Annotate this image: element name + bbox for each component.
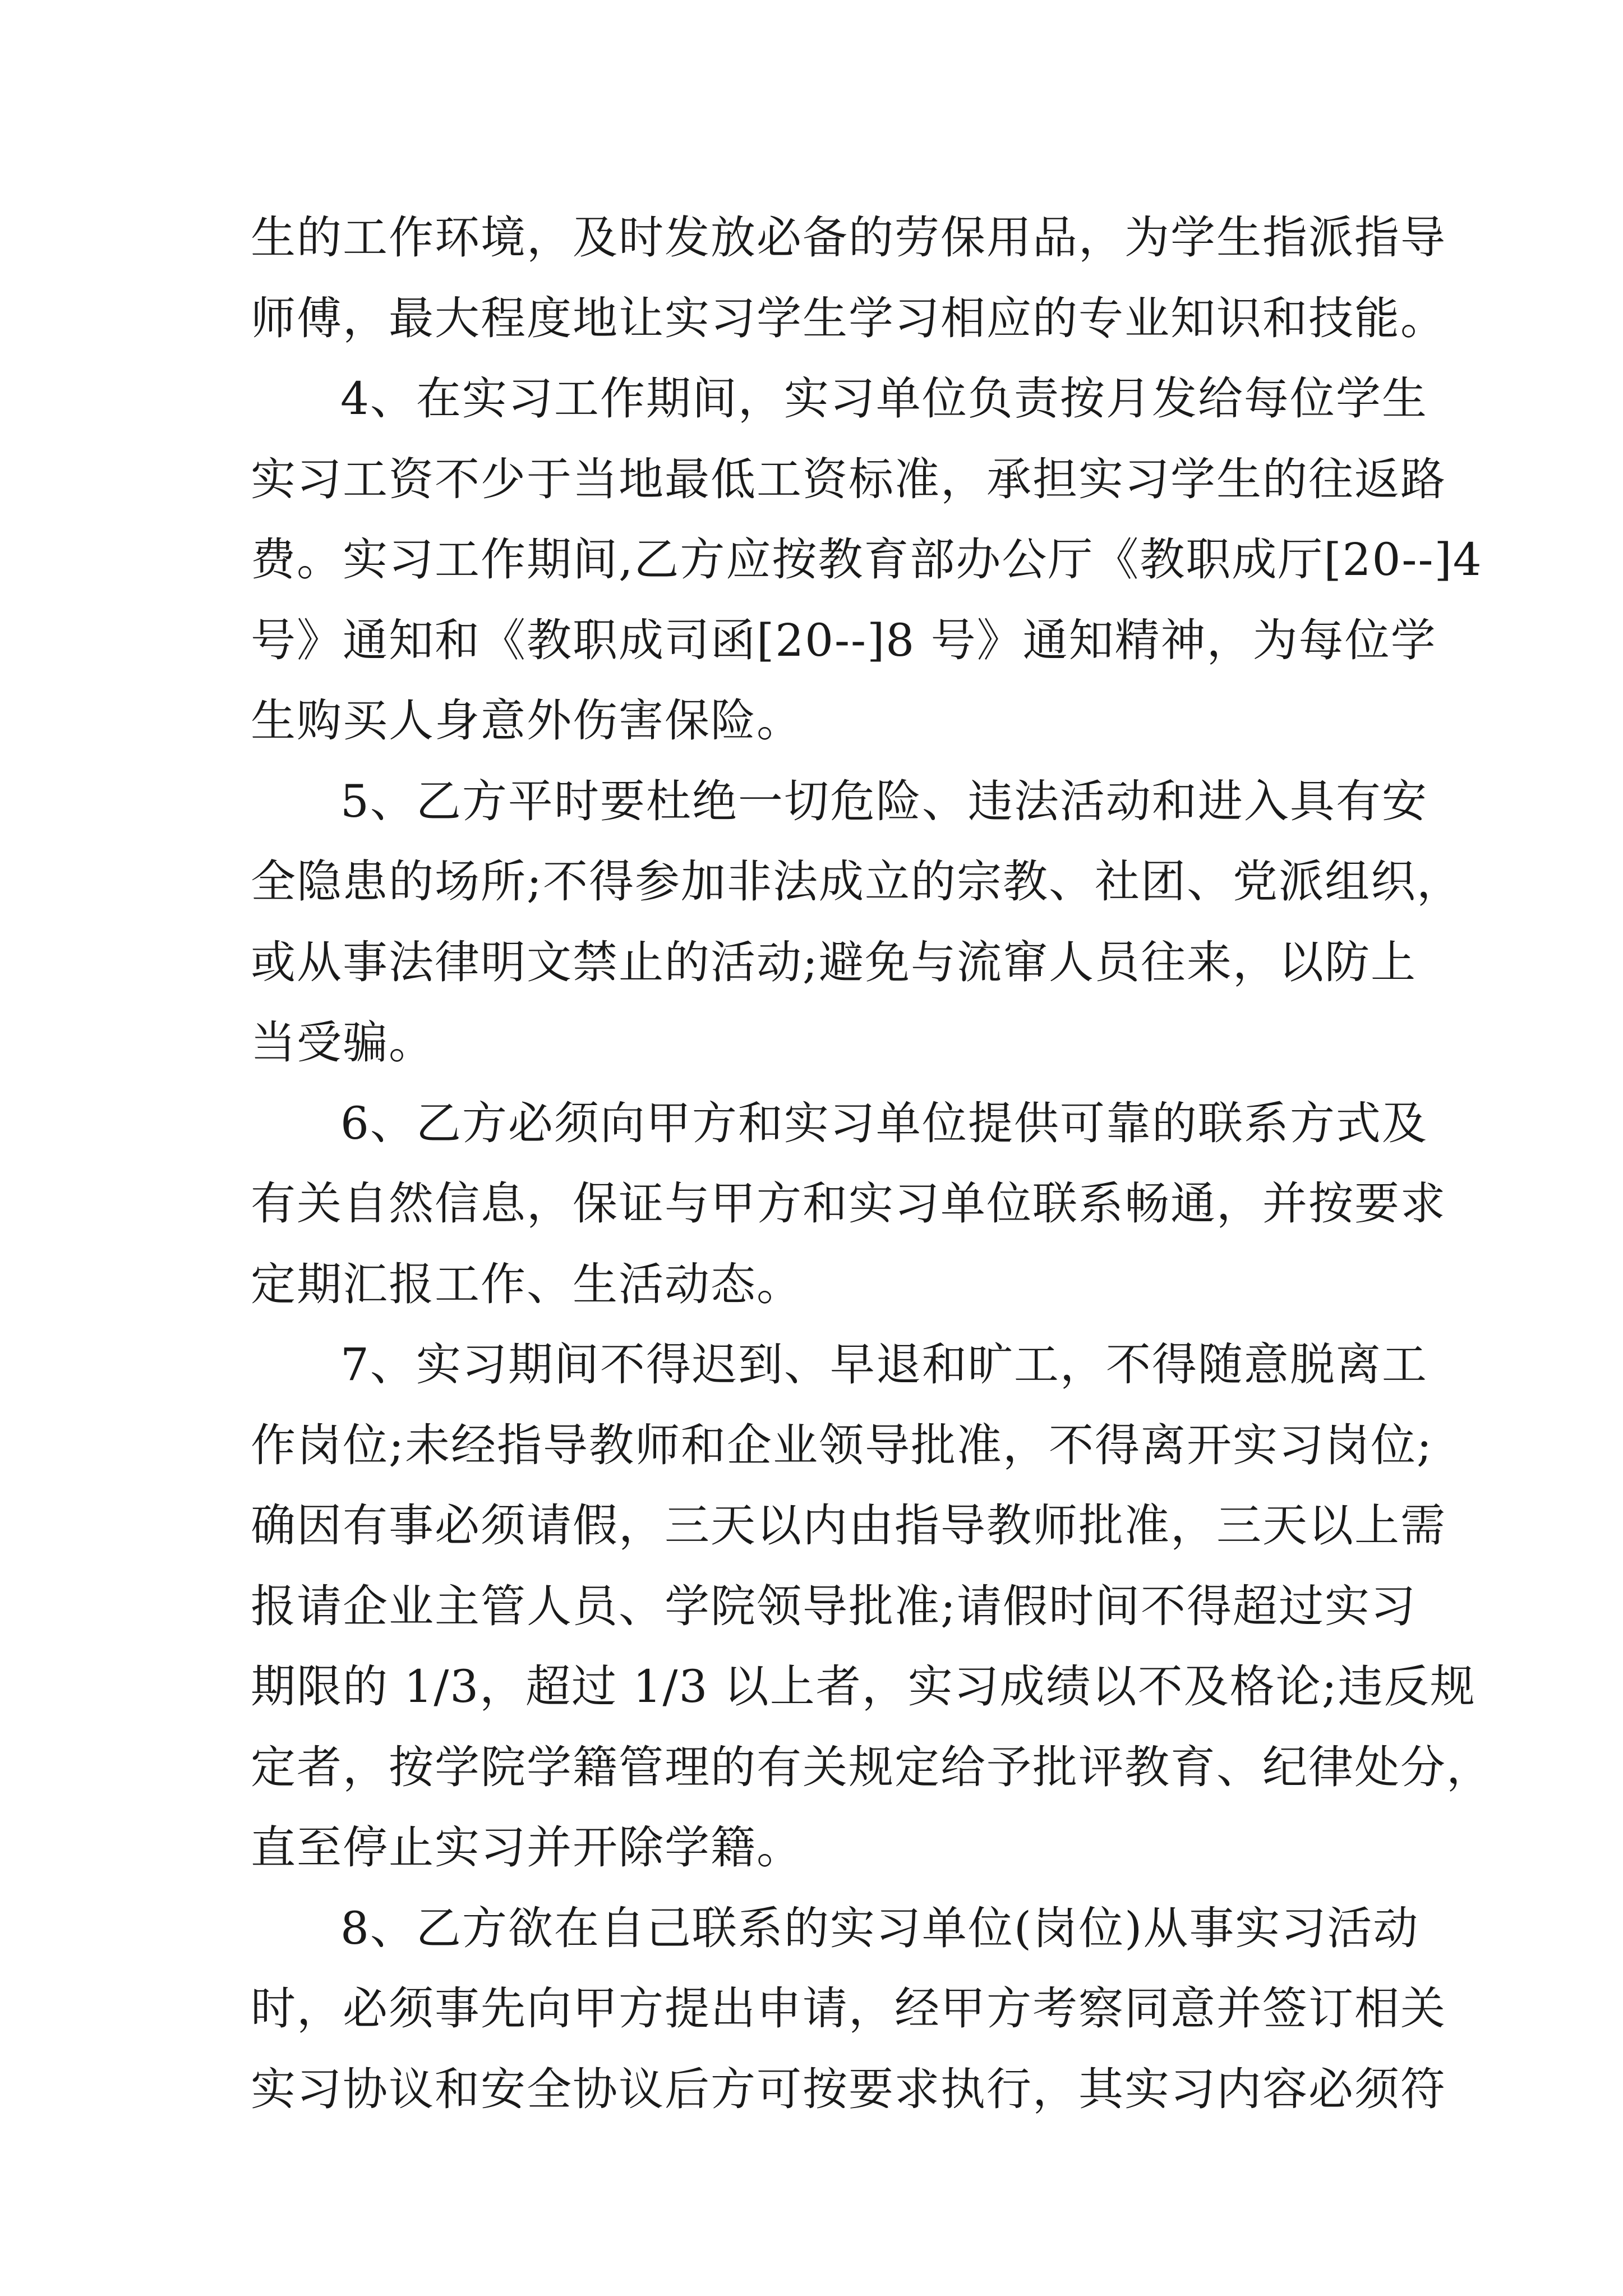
text-line: 6、乙方必须向甲方和实习单位提供可靠的联系方式及 [340, 1097, 1428, 1149]
text-line: 费。实习工作期间,乙方应按教育部办公厅《教职成厅[20--]4 [251, 533, 1483, 586]
text-line: 报请企业主管人员、学院领导批准;请假时间不得超过实习 [251, 1580, 1417, 1632]
text-line: 师傅，最大程度地让实习学生学习相应的专业知识和技能。 [251, 292, 1446, 344]
text-line: 定期汇报工作、生活动态。 [251, 1258, 803, 1310]
text-line: 4、在实习工作期间，实习单位负责按月发给每位学生 [340, 372, 1428, 425]
text-line: 定者，按学院学籍管理的有关规定给予批评教育、纪律处分， [251, 1741, 1492, 1793]
text-line: 当受骗。 [251, 1016, 435, 1069]
text-line: 5、乙方平时要杜绝一切危险、违法活动和进入具有安 [340, 775, 1428, 827]
text-line: 直至停止实习并开除学籍。 [251, 1821, 803, 1874]
text-line: 期限的 1/3，超过 1/3 以上者，实习成绩以不及格论;违反规 [251, 1660, 1476, 1713]
body-text [251, 197, 1492, 2129]
text-line: 生的工作环境，及时发放必备的劳保用品，为学生指派指导 [251, 211, 1446, 264]
text-line: 7、实习期间不得迟到、早退和旷工，不得随意脱离工 [340, 1338, 1428, 1391]
text-line: 或从事法律明文禁止的活动;避免与流窜人员往来，以防上 [251, 936, 1417, 988]
text-line: 实习工资不少于当地最低工资标准，承担实习学生的往返路 [251, 453, 1446, 505]
text-line: 8、乙方欲在自己联系的实习单位(岗位)从事实习活动 [340, 1902, 1419, 1954]
text-line: 确因有事必须请假，三天以内由指导教师批准，三天以上需 [251, 1499, 1446, 1552]
text-line: 实习协议和安全协议后方可按要求执行，其实习内容必须符 [251, 2063, 1446, 2115]
text-line: 全隐患的场所;不得参加非法成立的宗教、社团、党派组织， [251, 855, 1463, 908]
text-line: 号》通知和《教职成司函[20--]8 号》通知精神，为每位学 [251, 614, 1437, 666]
text-line: 有关自然信息，保证与甲方和实习单位联系畅通，并按要求 [251, 1177, 1446, 1230]
text-line: 作岗位;未经指导教师和企业领导批准，不得离开实习岗位; [251, 1419, 1433, 1471]
text-line: 生购买人身意外伤害保险。 [251, 694, 803, 747]
text-line: 时，必须事先向甲方提出申请，经甲方考察同意并签订相关 [251, 1982, 1446, 2035]
